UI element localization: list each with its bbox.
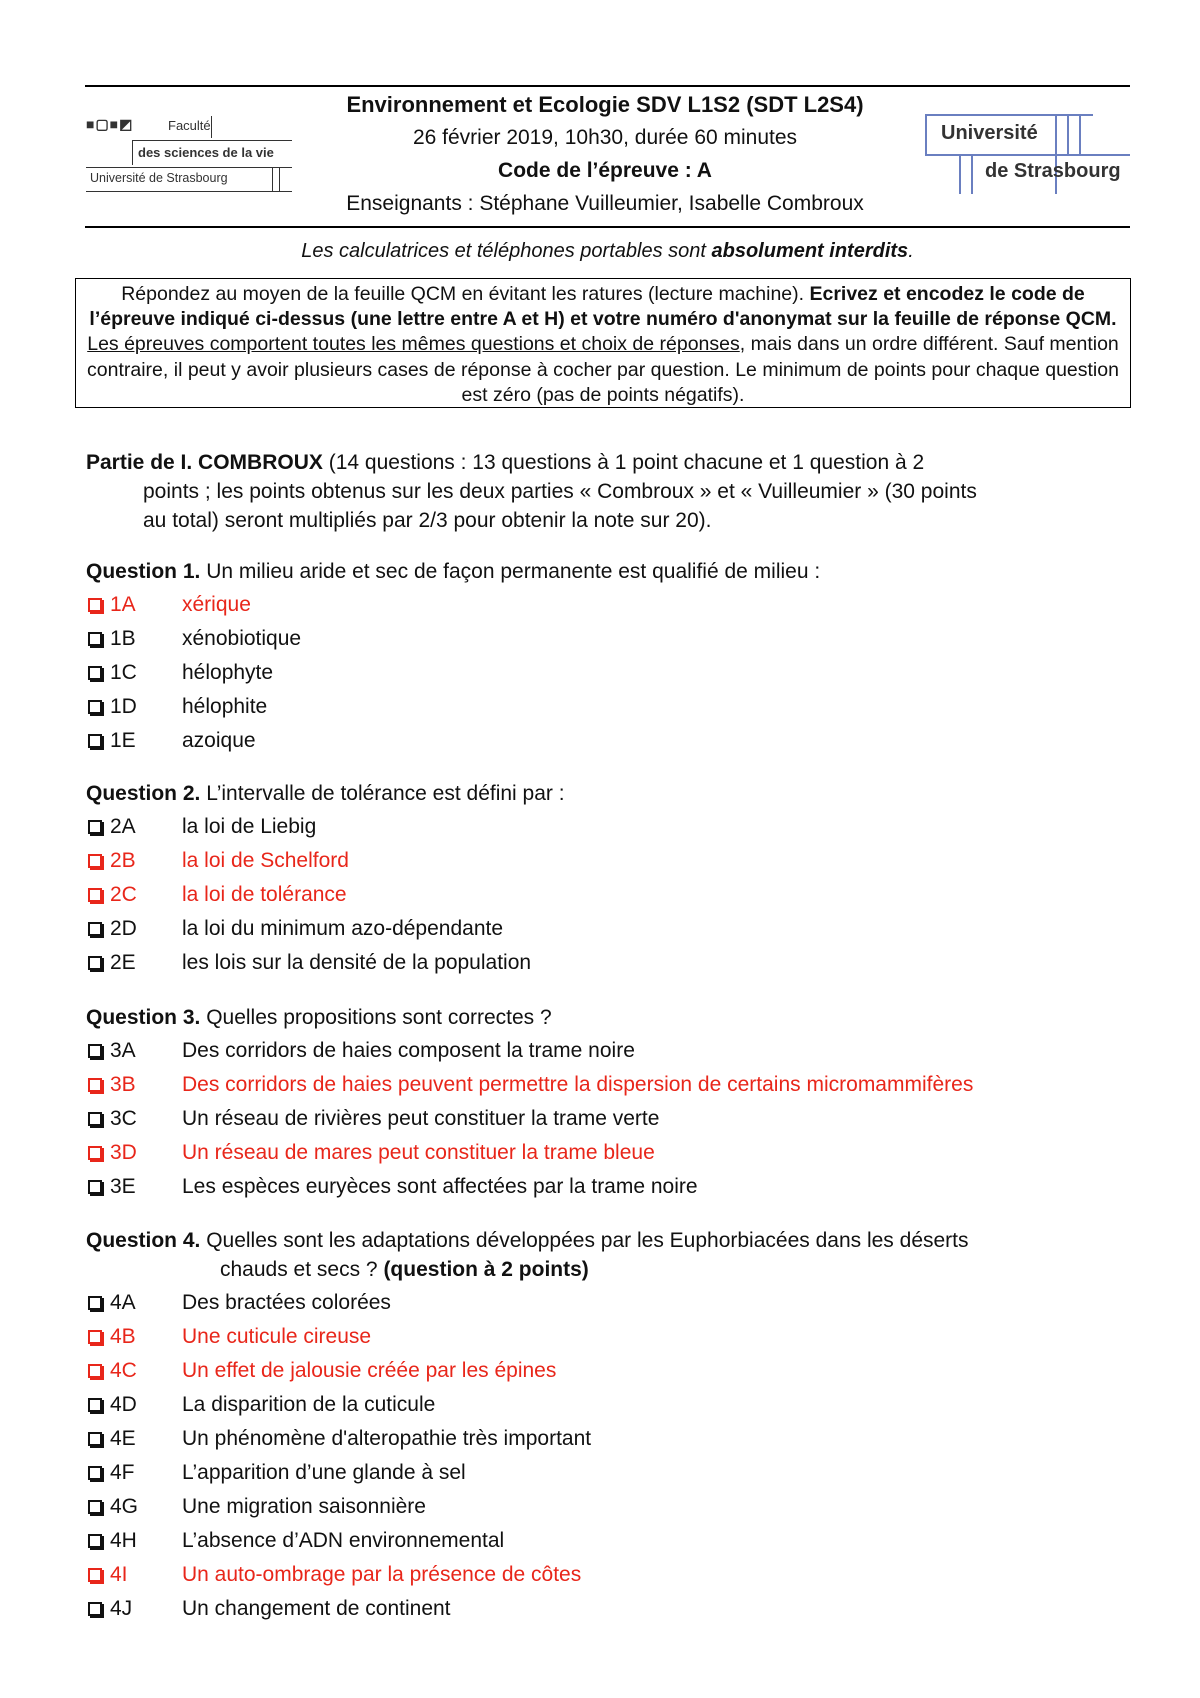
checkbox-icon[interactable] xyxy=(88,632,102,646)
option-2A[interactable]: 2A la loi de Liebig xyxy=(86,810,1136,844)
option-4C[interactable]: 4C Un effet de jalousie créée par les épines xyxy=(86,1354,1136,1388)
checkbox-icon[interactable] xyxy=(88,922,102,936)
option-3C[interactable]: 3C Un réseau de rivières peut constituer la trame verte xyxy=(86,1102,1136,1136)
exam-code: Code de l’épreuve : A xyxy=(498,159,712,182)
question-2 xyxy=(86,779,1136,980)
part-intro: Partie de I. COMBROUX (14 questions : 13 questions à 1 point chacune et 1 question à 2 points ; les points obtenus sur les deux parties « Combroux » et « Vuilleumier » (30 points au total) seront multipliés par 2/3 pour obtenir la note sur 20). xyxy=(86,451,977,532)
header-bottom-rule xyxy=(85,226,1130,228)
checkbox-icon[interactable] xyxy=(88,700,102,714)
faculty-label: Faculté xyxy=(168,118,211,133)
faculty-university-label: Université de Strasbourg xyxy=(90,171,228,185)
exam-teachers: Enseignants : Stéphane Vuilleumier, Isabelle Combroux xyxy=(346,192,864,215)
option-2E[interactable]: 2E les lois sur la densité de la population xyxy=(86,946,1136,980)
question-4: Question 4. Quelles sont les adaptations développées par les Euphorbiacées dans les déserts chauds et secs ? (question à 2 points) 4A Des bractées colorées 4B Une cuticule cireuse 4C Un effet de jalousie créée par les épines 4D La disparition de la cuticule 4E Un phénomène d'alteropathie très important 4F L’apparition d’une glande à sel 4G Une migration saisonnière 4H L’absence d’ADN environnemental 4I Un auto-ombrage par la présence de côtes 4J Un changement de continent xyxy=(86,1226,1136,1626)
option-3A[interactable]: 3A Des corridors de haies composent la trame noire xyxy=(86,1034,1136,1068)
checkbox-icon[interactable] xyxy=(88,888,102,902)
option-4D[interactable]: 4D La disparition de la cuticule xyxy=(86,1388,1136,1422)
checkbox-icon[interactable] xyxy=(88,1466,102,1480)
checkbox-icon[interactable] xyxy=(88,1296,102,1310)
option-4B[interactable]: 4B Une cuticule cireuse xyxy=(86,1320,1136,1354)
option-3E[interactable]: 3E Les espèces euryèces sont affectées par la trame noire xyxy=(86,1170,1136,1204)
checkbox-icon[interactable] xyxy=(88,1432,102,1446)
instructions-box: Répondez au moyen de la feuille QCM en évitant les ratures (lecture machine). Ecrivez et encodez le code de l’épreuve indiqué ci-dessus (une lettre entre A et H) et votre numéro d'anonymat sur la feuille de réponse QCM. Les épreuves comportent toutes les mêmes questions et choix de réponses, mais dans un ordre différent. Sauf mention contraire, il peut y avoir plusieurs cases de réponse à cocher par question. Le minimum de points pour chaque question est zéro (pas de points négatifs). xyxy=(75,278,1131,408)
checkbox-icon[interactable] xyxy=(88,1398,102,1412)
option-1E[interactable]: 1E azoique xyxy=(86,724,1136,758)
checkbox-icon[interactable] xyxy=(88,1602,102,1616)
checkbox-icon[interactable] xyxy=(88,1180,102,1194)
checkbox-icon[interactable] xyxy=(88,1330,102,1344)
checkbox-icon[interactable] xyxy=(88,734,102,748)
checkbox-icon[interactable] xyxy=(88,1500,102,1514)
option-4A[interactable]: 4A Des bractées colorées xyxy=(86,1286,1136,1320)
question-title: Question 3. Quelles propositions sont correctes ? xyxy=(86,1006,552,1029)
question-title: Question 4. Quelles sont les adaptations développées par les Euphorbiacées dans les déserts xyxy=(86,1229,969,1252)
option-1D[interactable]: 1D hélophite xyxy=(86,690,1136,724)
calculator-warning: Les calculatrices et téléphones portables sont absolument interdits. xyxy=(301,240,914,262)
course-title: Environnement et Ecologie SDV L1S2 (SDT L2S4) xyxy=(346,92,864,117)
checkbox-icon[interactable] xyxy=(88,1112,102,1126)
option-1A[interactable]: 1A xérique xyxy=(86,588,1136,622)
university-logo xyxy=(925,112,1130,196)
option-4J[interactable]: 4J Un changement de continent xyxy=(86,1592,1136,1626)
question-title: Question 1. Un milieu aride et sec de façon permanente est qualifié de milieu : xyxy=(86,560,821,583)
question-title: Question 2. L’intervalle de tolérance est défini par : xyxy=(86,782,565,805)
option-4E[interactable]: 4E Un phénomène d'alteropathie très important xyxy=(86,1422,1136,1456)
checkbox-icon[interactable] xyxy=(88,854,102,868)
checkbox-icon[interactable] xyxy=(88,598,102,612)
checkbox-icon[interactable] xyxy=(88,1044,102,1058)
option-3B[interactable]: 3B Des corridors de haies peuvent permettre la dispersion de certains micromammifères xyxy=(86,1068,1136,1102)
faculty-logo xyxy=(86,116,296,196)
option-2C[interactable]: 2C la loi de tolérance xyxy=(86,878,1136,912)
checkbox-icon[interactable] xyxy=(88,1364,102,1378)
checkbox-icon[interactable] xyxy=(88,1078,102,1092)
unistra-glyphs-icon: ■▢■◩ xyxy=(86,116,134,132)
checkbox-icon[interactable] xyxy=(88,1568,102,1582)
option-4I[interactable]: 4I Un auto-ombrage par la présence de côtes xyxy=(86,1558,1136,1592)
checkbox-icon[interactable] xyxy=(88,956,102,970)
checkbox-icon[interactable] xyxy=(88,1534,102,1548)
option-2D[interactable]: 2D la loi du minimum azo-dépendante xyxy=(86,912,1136,946)
faculty-sciences-label: des sciences de la vie xyxy=(138,145,274,160)
option-4F[interactable]: 4F L’apparition d’une glande à sel xyxy=(86,1456,1136,1490)
checkbox-icon[interactable] xyxy=(88,1146,102,1160)
university-logo-line2: de Strasbourg xyxy=(985,160,1121,182)
option-2B[interactable]: 2B la loi de Schelford xyxy=(86,844,1136,878)
option-3D[interactable]: 3D Un réseau de mares peut constituer la trame bleue xyxy=(86,1136,1136,1170)
exam-header xyxy=(290,88,920,220)
question-3 xyxy=(86,1003,1136,1204)
question-1 xyxy=(86,557,1136,758)
option-4H[interactable]: 4H L’absence d’ADN environnemental xyxy=(86,1524,1136,1558)
option-1B[interactable]: 1B xénobiotique xyxy=(86,622,1136,656)
checkbox-icon[interactable] xyxy=(88,820,102,834)
exam-date: 26 février 2019, 10h30, durée 60 minutes xyxy=(412,126,798,149)
option-1C[interactable]: 1C hélophyte xyxy=(86,656,1136,690)
option-4G[interactable]: 4G Une migration saisonnière xyxy=(86,1490,1136,1524)
university-logo-line1: Université xyxy=(941,122,1038,144)
checkbox-icon[interactable] xyxy=(88,666,102,680)
header-top-rule xyxy=(85,85,1130,87)
